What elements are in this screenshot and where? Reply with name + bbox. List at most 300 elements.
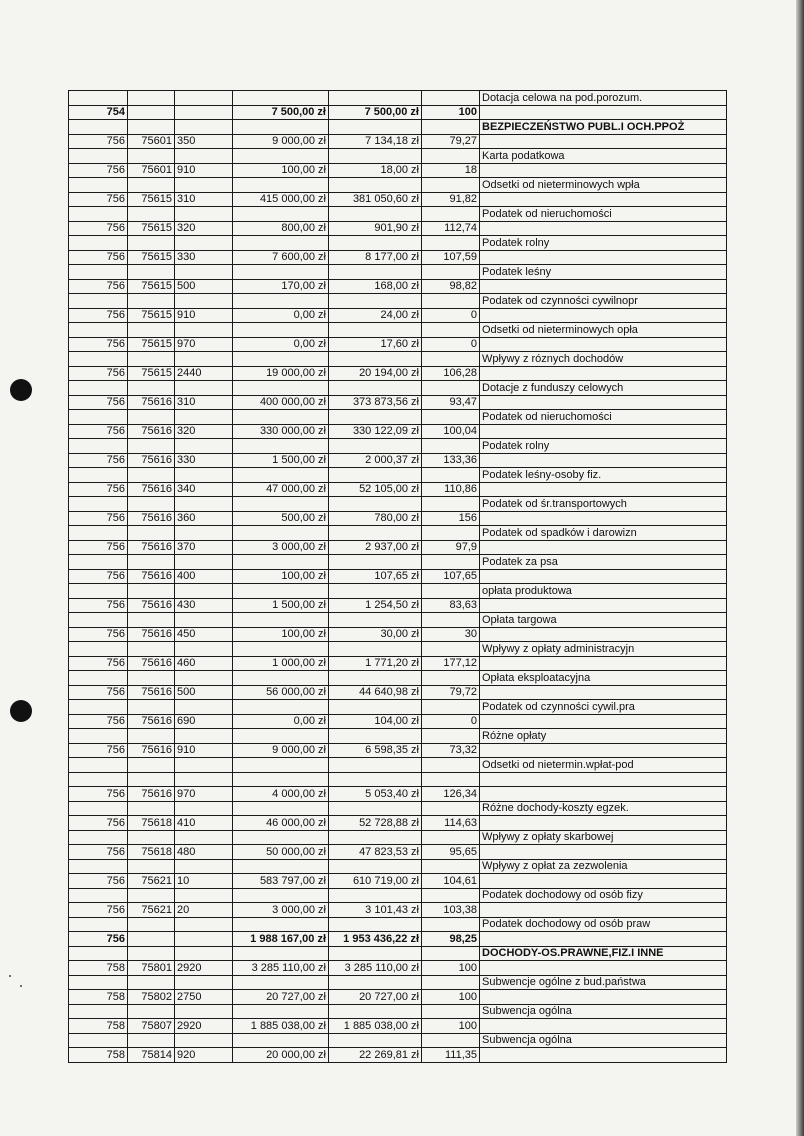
rozdzial-cell: 75615 <box>128 221 175 236</box>
rozdzial-cell: 75802 <box>128 990 175 1005</box>
executed-amount-cell: 373 873,56 zł <box>329 395 422 410</box>
empty-cell <box>422 975 480 990</box>
empty-cell <box>128 613 175 628</box>
rozdzial-cell: 75616 <box>128 569 175 584</box>
empty-cell <box>329 555 422 570</box>
percent-cell: 73,32 <box>422 743 480 758</box>
empty-cell <box>69 700 128 715</box>
dzial-cell: 756 <box>69 932 128 947</box>
description-row <box>69 1004 727 1019</box>
description-cell: Dotacje z funduszy celowych <box>480 381 727 396</box>
table-row <box>69 961 727 976</box>
empty-cell <box>128 323 175 338</box>
rozdzial-cell: 75615 <box>128 308 175 323</box>
rozdzial-cell: 75615 <box>128 250 175 265</box>
description-cell: Podatek dochodowy od osób fizy <box>480 888 727 903</box>
plan-amount-cell: 400 000,00 zł <box>233 395 329 410</box>
paragraf-cell: 340 <box>175 482 233 497</box>
executed-amount-cell: 3 285 110,00 zł <box>329 961 422 976</box>
empty-cell <box>69 613 128 628</box>
description-row <box>69 323 727 338</box>
empty-cell <box>69 468 128 483</box>
description-row <box>69 352 727 367</box>
description-row <box>69 120 727 135</box>
empty-cell <box>422 1033 480 1048</box>
empty-cell <box>233 497 329 512</box>
description-cell: Odsetki od nieterminowych opła <box>480 323 727 338</box>
empty-cell <box>69 671 128 686</box>
empty-cell <box>128 830 175 845</box>
empty-cell <box>128 468 175 483</box>
empty-cell <box>69 294 128 309</box>
empty-cell <box>329 584 422 599</box>
table-row <box>69 685 727 700</box>
empty-cell <box>175 584 233 599</box>
percent-cell: 79,72 <box>422 685 480 700</box>
plan-amount-cell: 1 988 167,00 zł <box>233 932 329 947</box>
paragraf-cell: 20 <box>175 903 233 918</box>
description-cell: Wpływy z opłaty administracyjn <box>480 642 727 657</box>
empty-cell <box>233 265 329 280</box>
empty-cell <box>128 946 175 961</box>
empty-cell <box>128 91 175 106</box>
percent-cell: 156 <box>422 511 480 526</box>
empty-cell <box>233 323 329 338</box>
percent-cell: 0 <box>422 714 480 729</box>
empty-cell <box>329 975 422 990</box>
table-row <box>69 743 727 758</box>
paragraf-cell: 450 <box>175 627 233 642</box>
dzial-cell: 758 <box>69 1048 128 1063</box>
rozdzial-cell: 75814 <box>128 1048 175 1063</box>
empty-cell <box>422 801 480 816</box>
description-cell: Subwencja ogólna <box>480 1004 727 1019</box>
plan-amount-cell: 56 000,00 zł <box>233 685 329 700</box>
rozdzial-cell: 75616 <box>128 656 175 671</box>
empty-cell <box>69 946 128 961</box>
percent-cell: 97,9 <box>422 540 480 555</box>
plan-amount-cell: 50 000,00 zł <box>233 845 329 860</box>
empty-cell <box>175 642 233 657</box>
plan-amount-cell: 330 000,00 zł <box>233 424 329 439</box>
empty-cell <box>422 207 480 222</box>
empty-cell <box>175 352 233 367</box>
empty-cell <box>128 1033 175 1048</box>
table-row <box>69 308 727 323</box>
empty-cell <box>329 917 422 932</box>
plan-amount-cell: 415 000,00 zł <box>233 192 329 207</box>
punch-hole-top <box>10 379 32 401</box>
dzial-cell: 756 <box>69 627 128 642</box>
plan-amount-cell: 19 000,00 zł <box>233 366 329 381</box>
description-cell: Wpływy z opłaty skarbowej <box>480 830 727 845</box>
description-row <box>69 859 727 874</box>
dzial-cell: 756 <box>69 279 128 294</box>
plan-amount-cell: 47 000,00 zł <box>233 482 329 497</box>
plan-amount-cell: 9 000,00 zł <box>233 743 329 758</box>
empty-cell <box>69 236 128 251</box>
executed-amount-cell: 7 500,00 zł <box>329 105 422 120</box>
description-cell: Subwencje ogólne z bud.państwa <box>480 975 727 990</box>
empty-cell <box>480 453 727 468</box>
percent-cell: 30 <box>422 627 480 642</box>
empty-cell <box>422 381 480 396</box>
empty-cell <box>329 888 422 903</box>
description-row <box>69 439 727 454</box>
empty-cell <box>422 830 480 845</box>
empty-cell <box>480 134 727 149</box>
description-cell: Odsetki od nietermin.wpłat-pod <box>480 758 727 773</box>
rozdzial-cell: 75801 <box>128 961 175 976</box>
empty-cell <box>233 120 329 135</box>
spacer-row <box>69 772 727 787</box>
description-cell: Dotacja celowa na pod.porozum. <box>480 91 727 106</box>
empty-cell <box>175 207 233 222</box>
executed-amount-cell: 52 728,88 zł <box>329 816 422 831</box>
empty-cell <box>128 1004 175 1019</box>
paragraf-cell: 330 <box>175 250 233 265</box>
description-cell: Podatek od czynności cywil.pra <box>480 700 727 715</box>
rozdzial-cell: 75616 <box>128 627 175 642</box>
plan-amount-cell: 3 285 110,00 zł <box>233 961 329 976</box>
empty-cell <box>128 178 175 193</box>
rozdzial-cell: 75807 <box>128 1019 175 1034</box>
plan-amount-cell: 1 500,00 zł <box>233 453 329 468</box>
percent-cell: 91,82 <box>422 192 480 207</box>
empty-cell <box>128 555 175 570</box>
description-row <box>69 149 727 164</box>
empty-cell <box>175 671 233 686</box>
table-row <box>69 1019 727 1034</box>
plan-amount-cell: 20 000,00 zł <box>233 1048 329 1063</box>
empty-cell <box>422 236 480 251</box>
empty-cell <box>128 526 175 541</box>
dzial-cell: 756 <box>69 337 128 352</box>
percent-cell: 126,34 <box>422 787 480 802</box>
empty-cell <box>69 439 128 454</box>
description-cell: Podatek rolny <box>480 236 727 251</box>
description-cell: Podatek od śr.transportowych <box>480 497 727 512</box>
plan-amount-cell: 9 000,00 zł <box>233 134 329 149</box>
empty-cell <box>128 497 175 512</box>
empty-cell <box>329 700 422 715</box>
percent-cell: 100 <box>422 1019 480 1034</box>
empty-cell <box>175 91 233 106</box>
table-row <box>69 656 727 671</box>
percent-cell: 100 <box>422 990 480 1005</box>
dzial-cell: 756 <box>69 685 128 700</box>
rozdzial-cell: 75616 <box>128 424 175 439</box>
percent-cell: 104,61 <box>422 874 480 889</box>
empty-cell <box>480 192 727 207</box>
empty-cell <box>480 787 727 802</box>
empty-cell <box>175 120 233 135</box>
empty-cell <box>175 946 233 961</box>
empty-cell <box>69 917 128 932</box>
paragraf-cell: 920 <box>175 1048 233 1063</box>
empty-cell <box>480 903 727 918</box>
table-row <box>69 395 727 410</box>
percent-cell: 133,36 <box>422 453 480 468</box>
dzial-cell: 756 <box>69 250 128 265</box>
table-row <box>69 627 727 642</box>
table-row <box>69 482 727 497</box>
empty-cell <box>422 584 480 599</box>
table-row <box>69 816 727 831</box>
empty-cell <box>480 845 727 860</box>
description-row <box>69 642 727 657</box>
plan-amount-cell: 100,00 zł <box>233 163 329 178</box>
paragraf-cell: 310 <box>175 395 233 410</box>
percent-cell: 83,63 <box>422 598 480 613</box>
empty-cell <box>329 671 422 686</box>
rozdzial-cell: 75618 <box>128 816 175 831</box>
description-row <box>69 526 727 541</box>
empty-cell <box>422 294 480 309</box>
paragraf-cell: 360 <box>175 511 233 526</box>
empty-cell <box>175 613 233 628</box>
empty-cell <box>233 946 329 961</box>
empty-cell <box>69 830 128 845</box>
empty-cell <box>175 381 233 396</box>
empty-cell <box>128 801 175 816</box>
dzial-cell: 756 <box>69 656 128 671</box>
empty-cell <box>480 221 727 236</box>
empty-cell <box>69 584 128 599</box>
empty-cell <box>69 410 128 425</box>
empty-cell <box>329 468 422 483</box>
description-cell: Różne opłaty <box>480 729 727 744</box>
rozdzial-cell: 75616 <box>128 714 175 729</box>
empty-cell <box>329 207 422 222</box>
dzial-cell: 756 <box>69 134 128 149</box>
paragraf-cell: 480 <box>175 845 233 860</box>
scan-speck <box>20 985 22 987</box>
empty-cell <box>233 888 329 903</box>
percent-cell: 79,27 <box>422 134 480 149</box>
empty-cell <box>480 511 727 526</box>
description-row <box>69 555 727 570</box>
empty-cell <box>233 555 329 570</box>
executed-amount-cell: 107,65 zł <box>329 569 422 584</box>
description-cell: DOCHODY-OS.PRAWNE,FIZ.I INNE <box>480 946 727 961</box>
dzial-cell: 756 <box>69 743 128 758</box>
empty-cell <box>69 642 128 657</box>
empty-cell <box>233 830 329 845</box>
empty-cell <box>329 91 422 106</box>
plan-amount-cell: 7 500,00 zł <box>233 105 329 120</box>
percent-cell: 107,59 <box>422 250 480 265</box>
dzial-cell: 756 <box>69 308 128 323</box>
empty-cell <box>329 178 422 193</box>
empty-cell <box>128 671 175 686</box>
description-row <box>69 265 727 280</box>
empty-cell <box>329 352 422 367</box>
description-row <box>69 975 727 990</box>
description-cell: Podatek za psa <box>480 555 727 570</box>
empty-cell <box>233 758 329 773</box>
dzial-cell: 756 <box>69 598 128 613</box>
empty-cell <box>480 540 727 555</box>
plan-amount-cell: 3 000,00 zł <box>233 903 329 918</box>
paragraf-cell: 10 <box>175 874 233 889</box>
paragraf-cell: 370 <box>175 540 233 555</box>
percent-cell: 100 <box>422 961 480 976</box>
table-row <box>69 337 727 352</box>
plan-amount-cell: 1 885 038,00 zł <box>233 1019 329 1034</box>
empty-cell <box>422 120 480 135</box>
paragraf-cell: 2440 <box>175 366 233 381</box>
paragraf-cell: 430 <box>175 598 233 613</box>
executed-amount-cell: 22 269,81 zł <box>329 1048 422 1063</box>
empty-cell <box>128 294 175 309</box>
empty-cell <box>422 178 480 193</box>
empty-cell <box>329 830 422 845</box>
paragraf-cell: 330 <box>175 453 233 468</box>
description-cell: Podatek dochodowy od osób praw <box>480 917 727 932</box>
empty-cell <box>128 584 175 599</box>
empty-cell <box>233 439 329 454</box>
plan-amount-cell: 0,00 zł <box>233 308 329 323</box>
description-cell: Wpływy z róznych dochodów <box>480 352 727 367</box>
rozdzial-cell: 75616 <box>128 685 175 700</box>
empty-cell <box>329 642 422 657</box>
percent-cell: 112,74 <box>422 221 480 236</box>
plan-amount-cell: 3 000,00 zł <box>233 540 329 555</box>
empty-cell <box>175 758 233 773</box>
empty-cell <box>175 149 233 164</box>
empty-cell <box>422 700 480 715</box>
rozdzial-cell: 75616 <box>128 395 175 410</box>
empty-cell <box>128 729 175 744</box>
percent-cell: 0 <box>422 337 480 352</box>
description-cell: Opłata targowa <box>480 613 727 628</box>
paragraf-cell: 970 <box>175 337 233 352</box>
plan-amount-cell: 500,00 zł <box>233 511 329 526</box>
percent-cell: 110,86 <box>422 482 480 497</box>
rozdzial-cell <box>128 105 175 120</box>
empty-cell <box>480 424 727 439</box>
dzial-cell: 756 <box>69 903 128 918</box>
empty-cell <box>69 91 128 106</box>
empty-cell <box>329 265 422 280</box>
empty-cell <box>175 859 233 874</box>
empty-cell <box>480 714 727 729</box>
empty-cell <box>480 990 727 1005</box>
executed-amount-cell: 20 727,00 zł <box>329 990 422 1005</box>
empty-cell <box>480 743 727 758</box>
empty-cell <box>422 439 480 454</box>
empty-cell <box>480 1019 727 1034</box>
plan-amount-cell: 583 797,00 zł <box>233 874 329 889</box>
percent-cell: 111,35 <box>422 1048 480 1063</box>
table-row <box>69 221 727 236</box>
description-cell: Opłata eksploatacyjna <box>480 671 727 686</box>
rozdzial-cell: 75616 <box>128 511 175 526</box>
executed-amount-cell: 18,00 zł <box>329 163 422 178</box>
description-cell: Subwencja ogólna <box>480 1033 727 1048</box>
description-row <box>69 178 727 193</box>
empty-cell <box>422 888 480 903</box>
table-row <box>69 598 727 613</box>
empty-cell <box>128 859 175 874</box>
description-cell: Podatek od nieruchomości <box>480 207 727 222</box>
dzial-cell: 756 <box>69 714 128 729</box>
empty-cell <box>329 497 422 512</box>
dzial-cell: 756 <box>69 816 128 831</box>
empty-cell <box>128 236 175 251</box>
empty-cell <box>422 613 480 628</box>
empty-cell <box>175 917 233 932</box>
empty-cell <box>69 178 128 193</box>
paragraf-cell: 910 <box>175 743 233 758</box>
empty-cell <box>175 700 233 715</box>
empty-cell <box>69 729 128 744</box>
dzial-cell: 756 <box>69 366 128 381</box>
description-cell: Karta podatkowa <box>480 149 727 164</box>
empty-cell <box>329 859 422 874</box>
empty-cell <box>329 439 422 454</box>
executed-amount-cell: 47 823,53 zł <box>329 845 422 860</box>
executed-amount-cell: 7 134,18 zł <box>329 134 422 149</box>
description-row <box>69 917 727 932</box>
rozdzial-cell: 75615 <box>128 192 175 207</box>
empty-cell <box>175 729 233 744</box>
empty-cell <box>128 410 175 425</box>
empty-cell <box>233 584 329 599</box>
empty-cell <box>422 323 480 338</box>
rozdzial-cell: 75616 <box>128 540 175 555</box>
executed-amount-cell: 1 953 436,22 zł <box>329 932 422 947</box>
empty-cell <box>128 772 175 787</box>
rozdzial-cell: 75616 <box>128 453 175 468</box>
executed-amount-cell: 330 122,09 zł <box>329 424 422 439</box>
percent-cell: 0 <box>422 308 480 323</box>
description-cell: Odsetki od nieterminowych wpła <box>480 178 727 193</box>
dzial-cell: 758 <box>69 990 128 1005</box>
rozdzial-cell: 75616 <box>128 743 175 758</box>
empty-cell <box>233 642 329 657</box>
plan-amount-cell: 170,00 zł <box>233 279 329 294</box>
empty-cell <box>329 120 422 135</box>
description-cell: Podatek od nieruchomości <box>480 410 727 425</box>
empty-cell <box>175 410 233 425</box>
empty-cell <box>422 917 480 932</box>
empty-cell <box>69 859 128 874</box>
empty-cell <box>69 149 128 164</box>
budget-revenue-table <box>68 90 727 1063</box>
empty-cell <box>69 758 128 773</box>
empty-cell <box>233 468 329 483</box>
empty-cell <box>175 772 233 787</box>
description-row <box>69 497 727 512</box>
description-row <box>69 236 727 251</box>
table-row <box>69 932 727 947</box>
percent-cell: 98,82 <box>422 279 480 294</box>
empty-cell <box>69 772 128 787</box>
description-cell <box>480 772 727 787</box>
description-cell: Podatek od czynności cywilnopr <box>480 294 727 309</box>
description-cell: Różne dochody-koszty egzek. <box>480 801 727 816</box>
empty-cell <box>329 323 422 338</box>
description-cell: BEZPIECZEŃSTWO PUBL.I OCH.PPOŻ <box>480 120 727 135</box>
empty-cell <box>480 279 727 294</box>
description-row <box>69 381 727 396</box>
table-row <box>69 845 727 860</box>
empty-cell <box>128 642 175 657</box>
table-row <box>69 540 727 555</box>
empty-cell <box>422 526 480 541</box>
